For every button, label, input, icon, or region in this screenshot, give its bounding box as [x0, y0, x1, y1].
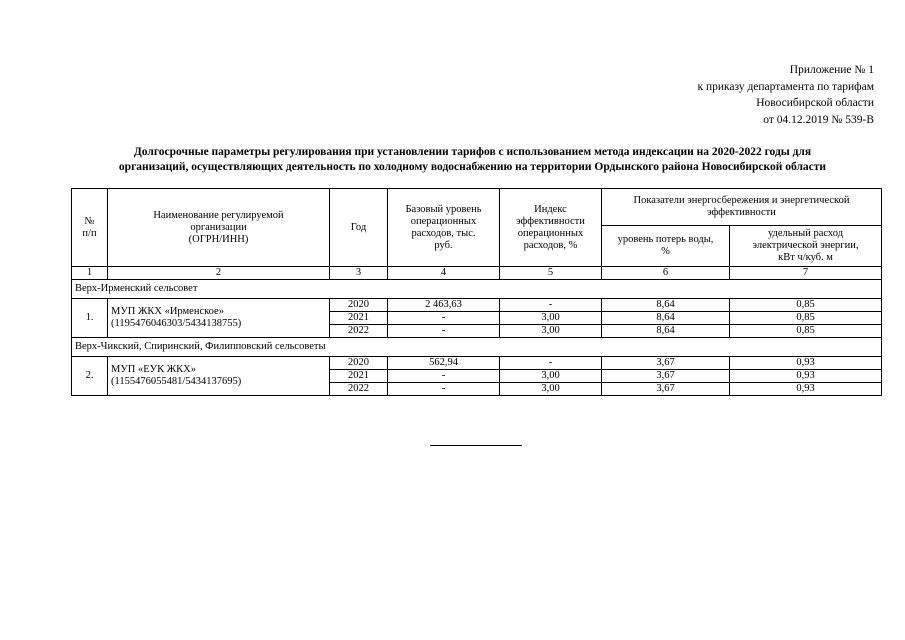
base-cost-cell: -: [388, 312, 500, 325]
base-cost-cell: -: [388, 383, 500, 396]
efficiency-index-cell: 3,00: [500, 383, 602, 396]
base-cost-cell: 2 463,63: [388, 299, 500, 312]
water-loss-cell: 3,67: [602, 357, 730, 370]
header-num: № п/п: [72, 189, 108, 267]
appendix-block: [697, 62, 874, 128]
title-line: организаций, осуществляющих деятельность по холодному водоснабжению на территории Ордынского района Новосибирской области: [118, 161, 827, 173]
appendix-line: Приложение № 1: [789, 64, 874, 76]
base-cost-cell: -: [388, 325, 500, 338]
section-title: Верх-Ирменский сельсовет: [72, 280, 882, 299]
electricity-use-cell: 0,85: [730, 299, 882, 312]
column-number-cell: 5: [500, 267, 602, 280]
year-cell: 2022: [330, 325, 388, 338]
org-number: 2.: [72, 357, 108, 396]
base-cost-cell: 562,94: [388, 357, 500, 370]
header-base: Базовый уровень операционных расходов, тыс. руб.: [388, 189, 500, 267]
header-energy: Показатели энергосбережения и энергетической эффективности: [602, 189, 882, 226]
efficiency-index-cell: 3,00: [500, 370, 602, 383]
appendix-line: к приказу департамента по тарифам: [697, 80, 874, 93]
column-number-cell: 6: [602, 267, 730, 280]
electricity-use-cell: 0,93: [730, 357, 882, 370]
water-loss-cell: 3,67: [602, 370, 730, 383]
org-name: МУП ЖКХ «Ирменское» (1195476046303/5434138755): [108, 299, 330, 338]
efficiency-index-cell: -: [500, 299, 602, 312]
electricity-use-cell: 0,85: [730, 312, 882, 325]
year-cell: 2021: [330, 370, 388, 383]
column-number-cell: 4: [388, 267, 500, 280]
column-number-cell: 7: [730, 267, 882, 280]
year-cell: 2021: [330, 312, 388, 325]
electricity-use-cell: 0,85: [730, 325, 882, 338]
section-title: Верх-Чикский, Спиринский, Филипповский сельсоветы: [72, 338, 882, 357]
header-org: Наименование регулируемой организации (ОГРН/ИНН): [108, 189, 330, 267]
base-cost-cell: -: [388, 370, 500, 383]
column-numbers-row: [72, 267, 882, 280]
electricity-use-cell: 0,93: [730, 383, 882, 396]
table-row: [72, 299, 882, 312]
year-cell: 2022: [330, 383, 388, 396]
electricity-use-cell: 0,93: [730, 370, 882, 383]
water-loss-cell: 8,64: [602, 325, 730, 338]
water-loss-cell: 8,64: [602, 312, 730, 325]
org-name: МУП «ЕУК ЖКХ» (1155476055481/5434137695): [108, 357, 330, 396]
efficiency-index-cell: 3,00: [500, 312, 602, 325]
header-year: Год: [330, 189, 388, 267]
header-losses: уровень потерь воды, %: [602, 226, 730, 267]
year-cell: 2020: [330, 357, 388, 370]
signature-line: [430, 445, 522, 446]
year-cell: 2020: [330, 299, 388, 312]
parameters-table: [71, 188, 882, 396]
column-number-cell: 2: [108, 267, 330, 280]
column-number-cell: 3: [330, 267, 388, 280]
appendix-line: Новосибирской области: [756, 97, 874, 109]
table-row: [72, 357, 882, 370]
water-loss-cell: 8,64: [602, 299, 730, 312]
title-line: Долгосрочные параметры регулирования при установлении тарифов с использованием метода индексации на 2020-2022 годы для: [133, 146, 812, 158]
header-index: Индекс эффективности операционных расходов, %: [500, 189, 602, 267]
appendix-line: от 04.12.2019 № 539-В: [763, 113, 874, 126]
efficiency-index-cell: -: [500, 357, 602, 370]
section-row: [72, 280, 882, 299]
column-number-cell: 1: [72, 267, 108, 280]
efficiency-index-cell: 3,00: [500, 325, 602, 338]
document-title: [60, 145, 885, 175]
header-electricity: удельный расход электрической энергии, кВт ч/куб. м: [730, 226, 882, 267]
org-number: 1.: [72, 299, 108, 338]
water-loss-cell: 3,67: [602, 383, 730, 396]
section-row: [72, 338, 882, 357]
